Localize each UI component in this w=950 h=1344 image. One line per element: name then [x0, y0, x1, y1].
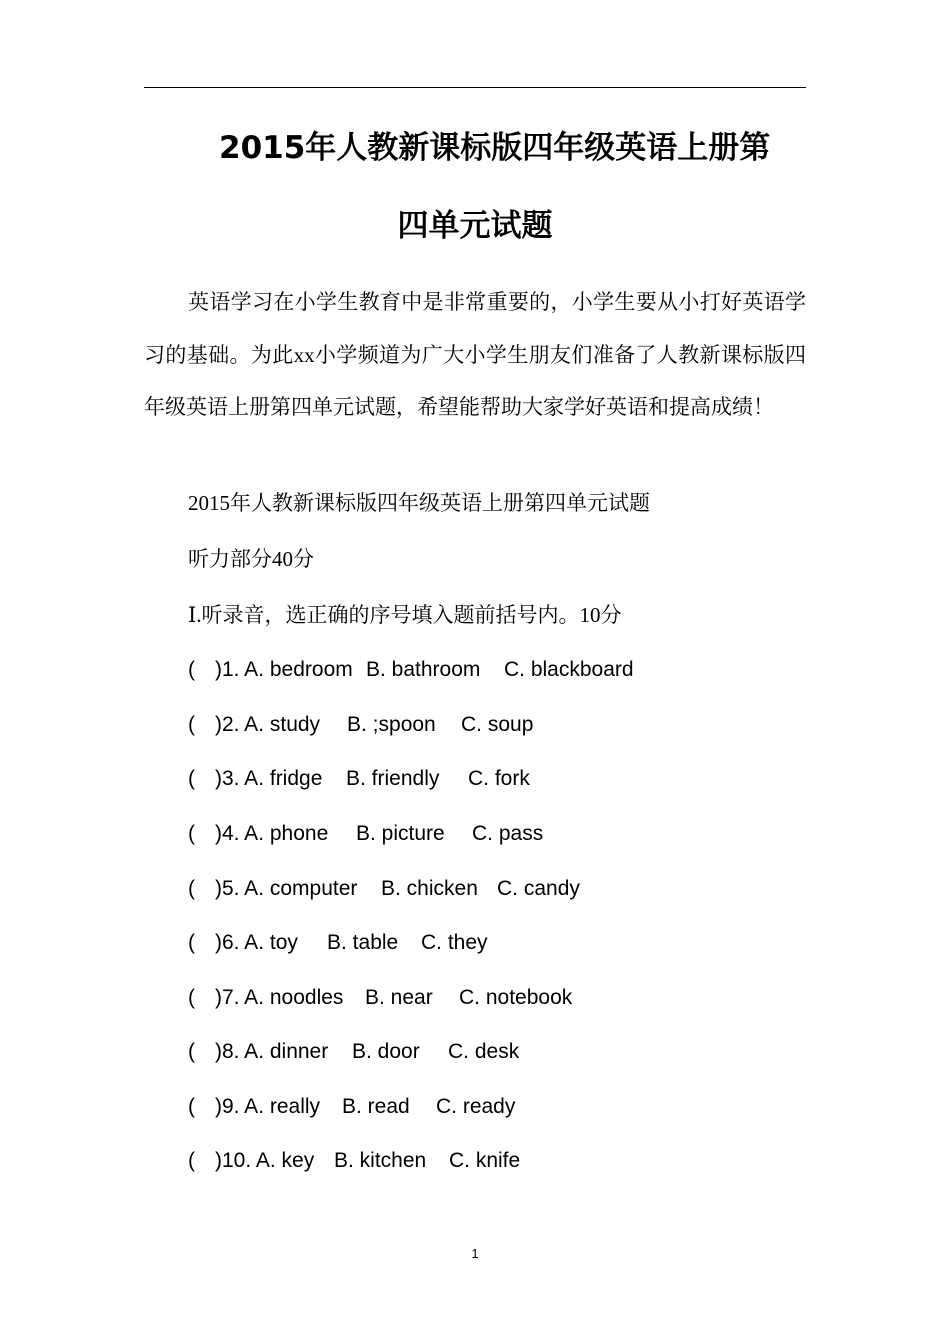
question-option-b: B. door [352, 1040, 420, 1063]
answer-paren: ( [188, 767, 195, 790]
document-title-line-2: 四单元试题 [397, 208, 553, 244]
answer-paren: ( [188, 931, 195, 954]
question-option-c: C. fork [468, 767, 530, 790]
section-heading: 听力部分40分 [188, 547, 314, 571]
question-option-a: )9. A. really [215, 1095, 321, 1118]
question-option-b: B. table [327, 931, 399, 954]
question-option-c: C. they [421, 931, 488, 954]
question-option-c: C. soup [461, 713, 534, 736]
question-option-c: C. candy [497, 877, 580, 900]
question-option-b: B. kitchen [334, 1149, 427, 1172]
instruction: Ⅰ.听录音，选正确的序号填入题前括号内。10分 [188, 603, 622, 627]
question-option-a: )10. A. key [215, 1149, 315, 1172]
question-option-c: C. desk [448, 1040, 520, 1063]
document-title-line-1: 2015年人教新课标版四年级英语上册第 [219, 130, 771, 166]
question-option-b: B. chicken [381, 877, 478, 900]
answer-paren: ( [188, 822, 195, 845]
question-option-a: )5. A. computer [215, 877, 358, 900]
question-option-b: B. friendly [346, 767, 440, 790]
question-option-a: )8. A. dinner [215, 1040, 329, 1063]
page-number: 1 [471, 1246, 479, 1261]
question-option-c: C. knife [449, 1149, 521, 1172]
question-option-c: C. blackboard [504, 658, 634, 681]
question-option-a: )6. A. toy [215, 931, 298, 954]
question-option-b: B. bathroom [366, 658, 481, 681]
question-option-b: B. ;spoon [347, 713, 436, 736]
header-rule [144, 87, 806, 88]
question-option-c: C. pass [472, 822, 544, 845]
answer-paren: ( [188, 658, 195, 681]
answer-paren: ( [188, 713, 195, 736]
answer-paren: ( [188, 1149, 195, 1172]
subtitle: 2015年人教新课标版四年级英语上册第四单元试题 [188, 491, 650, 515]
question-option-a: )2. A. study [215, 713, 321, 736]
question-option-b: B. near [365, 986, 433, 1009]
answer-paren: ( [188, 877, 195, 900]
question-option-a: )3. A. fridge [215, 767, 323, 790]
question-option-a: )7. A. noodles [215, 986, 344, 1009]
question-option-b: B. picture [356, 822, 445, 845]
question-option-c: C. ready [436, 1095, 516, 1118]
question-option-a: )1. A. bedroom [215, 658, 353, 681]
question-option-b: B. read [342, 1095, 410, 1118]
intro-paragraph: 英语学习在小学生教育中是非常重要的，小学生要从小打好英语学习的基础。为此xx小学频道为广大小学生朋友们准备了人教新课标版四年级英语上册第四单元试题，希望能帮助大家学好英语和提高成绩！ [144, 290, 806, 419]
question-option-c: C. notebook [459, 986, 573, 1009]
answer-paren: ( [188, 1095, 195, 1118]
question-option-a: )4. A. phone [215, 822, 329, 845]
answer-paren: ( [188, 986, 195, 1009]
answer-paren: ( [188, 1040, 195, 1063]
